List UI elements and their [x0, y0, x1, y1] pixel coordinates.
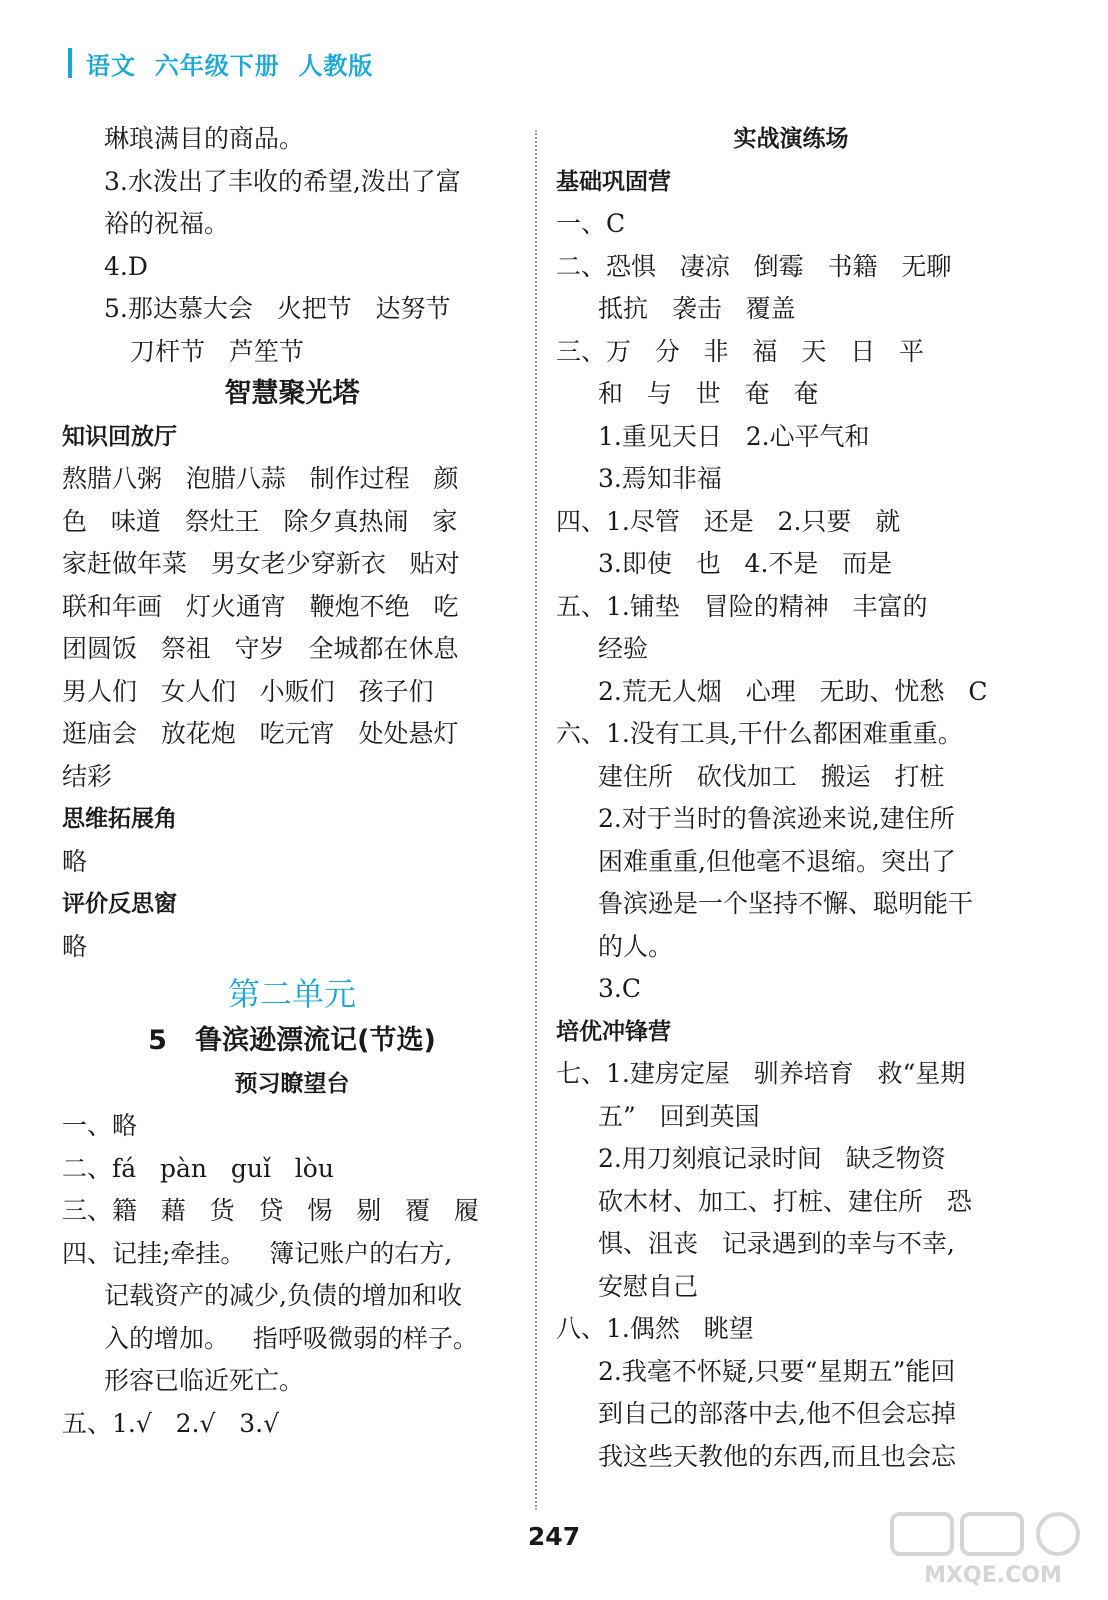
right-column-line: 二、恐惧 凄凉 倒霉 书籍 无聊: [556, 251, 952, 281]
left-column-line: 家赶做年菜 男女老少穿新衣 贴对: [62, 549, 460, 578]
right-column-line: 惧、沮丧 记录遇到的幸与不幸,: [598, 1229, 955, 1258]
right-column-line: 的人。: [598, 931, 674, 961]
right-column-line: 三、万 分 非 福 天 日 平: [556, 336, 925, 366]
right-column-line: 1.重见天日 2.心平气和: [598, 421, 870, 451]
right-column-line: 困难重重,但他毫不退缩。突出了: [598, 846, 956, 876]
left-column-line: 3.水泼出了丰收的希望,泼出了富: [104, 166, 461, 196]
left-column-line: 四、记挂;牵挂。 簿记账户的右方,: [62, 1238, 453, 1268]
right-column-line: 建住所 砍伐加工 搬运 打桩: [598, 761, 945, 791]
left-column-line: 略: [62, 846, 88, 876]
column-divider: [535, 130, 537, 1510]
right-column-line: 四、1.尽管 还是 2.只要 就: [556, 506, 901, 536]
right-column-line: 2.我毫不怀疑,只要“星期五”能回: [598, 1356, 956, 1386]
left-column-line: 五、1.√ 2.√ 3.√: [62, 1408, 280, 1438]
left-column-line: 二、fá pàn guǐ lòu: [62, 1153, 334, 1183]
left-column-line: 5.那达慕大会 火把节 达努节: [104, 294, 451, 323]
left-column-line: 色 味道 祭灶王 除夕真热闹 家: [62, 506, 458, 536]
right-column-line: 3.焉知非福: [598, 464, 722, 493]
right-column-line: 2.用刀刻痕记录时间 缺乏物资: [598, 1144, 946, 1173]
left-column-line: 裕的祝福。: [104, 209, 230, 238]
left-column-line: 一、略: [62, 1111, 138, 1140]
right-column-line: 六、1.没有工具,干什么都困难重重。: [556, 719, 963, 748]
right-column-line: 经验: [598, 634, 649, 663]
watermark-text: MXQE.COM: [924, 1563, 1062, 1588]
left-column-line: 刀杆节 芦笙节: [130, 336, 304, 366]
left-column-line: 记载资产的减少,负债的增加和收: [104, 1281, 462, 1310]
right-column-line: 基础巩固营: [556, 168, 671, 195]
left-column-line: 预习瞭望台: [234, 1070, 350, 1097]
running-header: [68, 46, 373, 80]
right-column-line: 安慰自己: [598, 1271, 699, 1301]
right-column-line: 抵抗 袭击 覆盖: [598, 294, 796, 323]
right-column-line: 五、1.铺垫 冒险的精神 丰富的: [556, 591, 928, 621]
left-column-line: 略: [62, 931, 88, 961]
header-accent-bar: [68, 48, 72, 78]
right-column-line: 砍木材、加工、打桩、建住所 恐: [598, 1186, 972, 1216]
left-column-line: 琳琅满目的商品。: [104, 124, 305, 153]
watermark-logo-icon: [888, 1510, 1098, 1590]
left-column-line: 入的增加。 指呼吸微弱的样子。: [104, 1323, 478, 1353]
right-column-line: 实战演练场: [733, 126, 849, 152]
left-column-line: 4.D: [104, 251, 148, 281]
left-column-line: 思维拓展角: [62, 806, 177, 832]
right-column-line: 到自己的部落中去,他不但会忘掉: [598, 1399, 956, 1428]
left-column-line: 智慧聚光塔: [224, 378, 360, 409]
left-column-line: 熬腊八粥 泡腊八蒜 制作过程 颜: [62, 464, 459, 493]
header-title: 语文 六年级下册 人教版: [86, 51, 374, 80]
left-column: [62, 118, 522, 1445]
right-column-line: 和 与 世 奄 奄: [598, 379, 819, 408]
right-column-line: 一、C: [556, 209, 626, 238]
left-column-line: 联和年画 灯火通宵 鞭炮不绝 吃: [62, 591, 459, 621]
right-column-line: 2.荒无人烟 心理 无助、忧愁 C: [598, 676, 988, 706]
page-number: 247: [527, 1522, 581, 1551]
left-column-line: 结彩: [62, 761, 113, 791]
right-column-line: 五” 回到英国: [598, 1101, 760, 1131]
right-column-line: 3.即使 也 4.不是 而是: [598, 549, 893, 578]
left-column-line: 男人们 女人们 小贩们 孩子们: [62, 676, 434, 706]
left-column-line: 逛庙会 放花炮 吃元宵 处处悬灯: [62, 719, 459, 748]
left-column-line: 三、籍 藉 货 贷 惕 剔 覆 履: [62, 1196, 479, 1225]
right-column: [556, 118, 1026, 1478]
right-column-line: 3.C: [598, 974, 641, 1003]
right-column-line: 八、1.偶然 眺望: [556, 1314, 754, 1343]
right-column-line: 我这些天教他的东西,而且也会忘: [598, 1441, 956, 1471]
left-column-line: 第二单元: [227, 975, 356, 1013]
left-column-line: 团圆饭 祭祖 守岁 全城都在休息: [62, 634, 459, 663]
left-column-line: 评价反思窗: [62, 891, 177, 917]
left-column-line: 5 鲁滨逊漂流记(节选): [148, 1025, 436, 1056]
right-column-line: 培优冲锋营: [556, 1018, 671, 1045]
right-column-line: 鲁滨逊是一个坚持不懈、聪明能干: [598, 889, 974, 918]
left-column-line: 知识回放厅: [62, 423, 177, 450]
right-column-line: 2.对于当时的鲁滨逊来说,建住所: [598, 804, 955, 833]
left-column-line: 形容已临近死亡。: [104, 1366, 305, 1395]
right-column-line: 七、1.建房定屋 驯养培育 救“星期: [556, 1059, 966, 1088]
